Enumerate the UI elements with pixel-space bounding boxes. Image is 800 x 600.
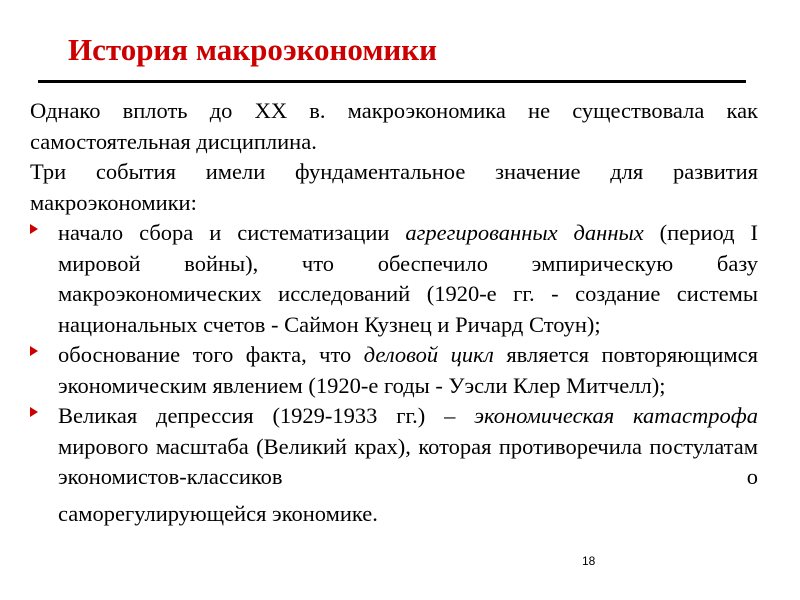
bullet-text-emphasis: деловой цикл [363, 342, 494, 367]
bullet-text-end: мирового масштаба (Великий крах), которая противоречила постулатам экономистов-классиков о [58, 433, 758, 489]
bullet-item-business-cycle [30, 340, 758, 401]
bullet-text [58, 218, 758, 340]
triangle-bullet-icon [30, 407, 38, 417]
triangle-bullet-icon [30, 346, 38, 356]
slide-content [30, 96, 758, 529]
bullet-text [58, 340, 758, 401]
title-divider [38, 80, 746, 83]
bullet-text-emphasis: экономическая катастрофа [474, 403, 758, 428]
bullet-item-aggregated-data [30, 218, 758, 340]
intro-paragraph: Однако вплоть до ХХ в. макроэкономика не существовала как самостоятельная дисциплина. [30, 98, 758, 154]
bullet-text-final-line: саморегулирующейся экономике. [58, 500, 378, 526]
page-number: 18 [582, 554, 596, 568]
slide-title: История макроэкономики [68, 32, 438, 67]
events-intro-paragraph: Три события имели фундаментальное значение для развития макроэкономики: [30, 159, 758, 215]
triangle-bullet-icon [30, 224, 38, 234]
bullet-text-start: Великая депрессия (1929-1933 гг.) – [58, 403, 475, 428]
bullet-item-great-depression [30, 401, 758, 529]
bullet-text-end: (период I мировой войны), что обеспечило эмпирическую базу макроэкономических исследований (1920-е гг. - создание системы национальных счетов - Саймон Кузнец и Ричард Стоун); [58, 220, 758, 337]
bullet-text [58, 401, 758, 493]
bullet-text-emphasis: агрегированных данных [405, 220, 644, 245]
bullet-text-start: начало сбора и систематизации [58, 220, 406, 245]
bullet-text-end: является повторяющимся экономическим явлением (1920-е годы - Уэсли Клер Митчелл); [58, 342, 758, 398]
bullet-text-start: обоснование того факта, что [58, 342, 364, 367]
